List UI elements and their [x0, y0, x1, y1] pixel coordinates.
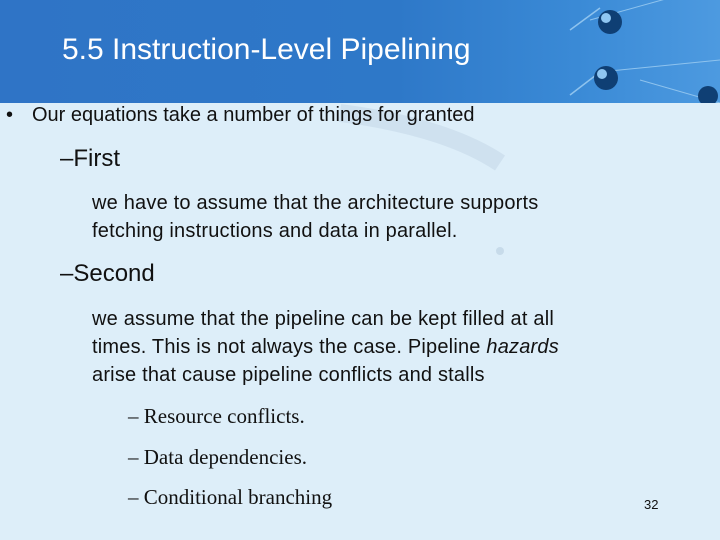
list-item: – Resource conflicts. [128, 404, 305, 428]
second-paragraph [92, 305, 559, 389]
paragraph-line [92, 333, 559, 361]
decorative-orbs-graphic [530, 0, 720, 103]
page-number: 32 [644, 497, 659, 512]
title-bar [0, 0, 720, 103]
paragraph-line: we assume that the pipeline can be kept filled at all [92, 308, 554, 330]
bullet-icon: • [6, 104, 14, 126]
paragraph-line: we have to assume that the architecture supports [92, 192, 539, 214]
paragraph-line: fetching instructions and data in parallel. [92, 220, 458, 242]
list-item: – Data dependencies. [128, 445, 308, 469]
paragraph-text: times. This is not always the case. Pipeline [92, 336, 487, 358]
main-bullet-text: Our equations take a number of things for granted [32, 104, 475, 126]
paragraph-line: arise that cause pipeline conflicts and stalls [92, 364, 485, 386]
first-heading: –First [60, 145, 120, 172]
emphasized-term: hazards [486, 336, 559, 358]
list-item: – Conditional branching [128, 485, 333, 509]
slide-title: 5.5 Instruction-Level Pipelining [62, 33, 471, 66]
second-heading: –Second [60, 260, 155, 287]
first-paragraph [92, 189, 539, 245]
main-bullet [6, 104, 475, 127]
